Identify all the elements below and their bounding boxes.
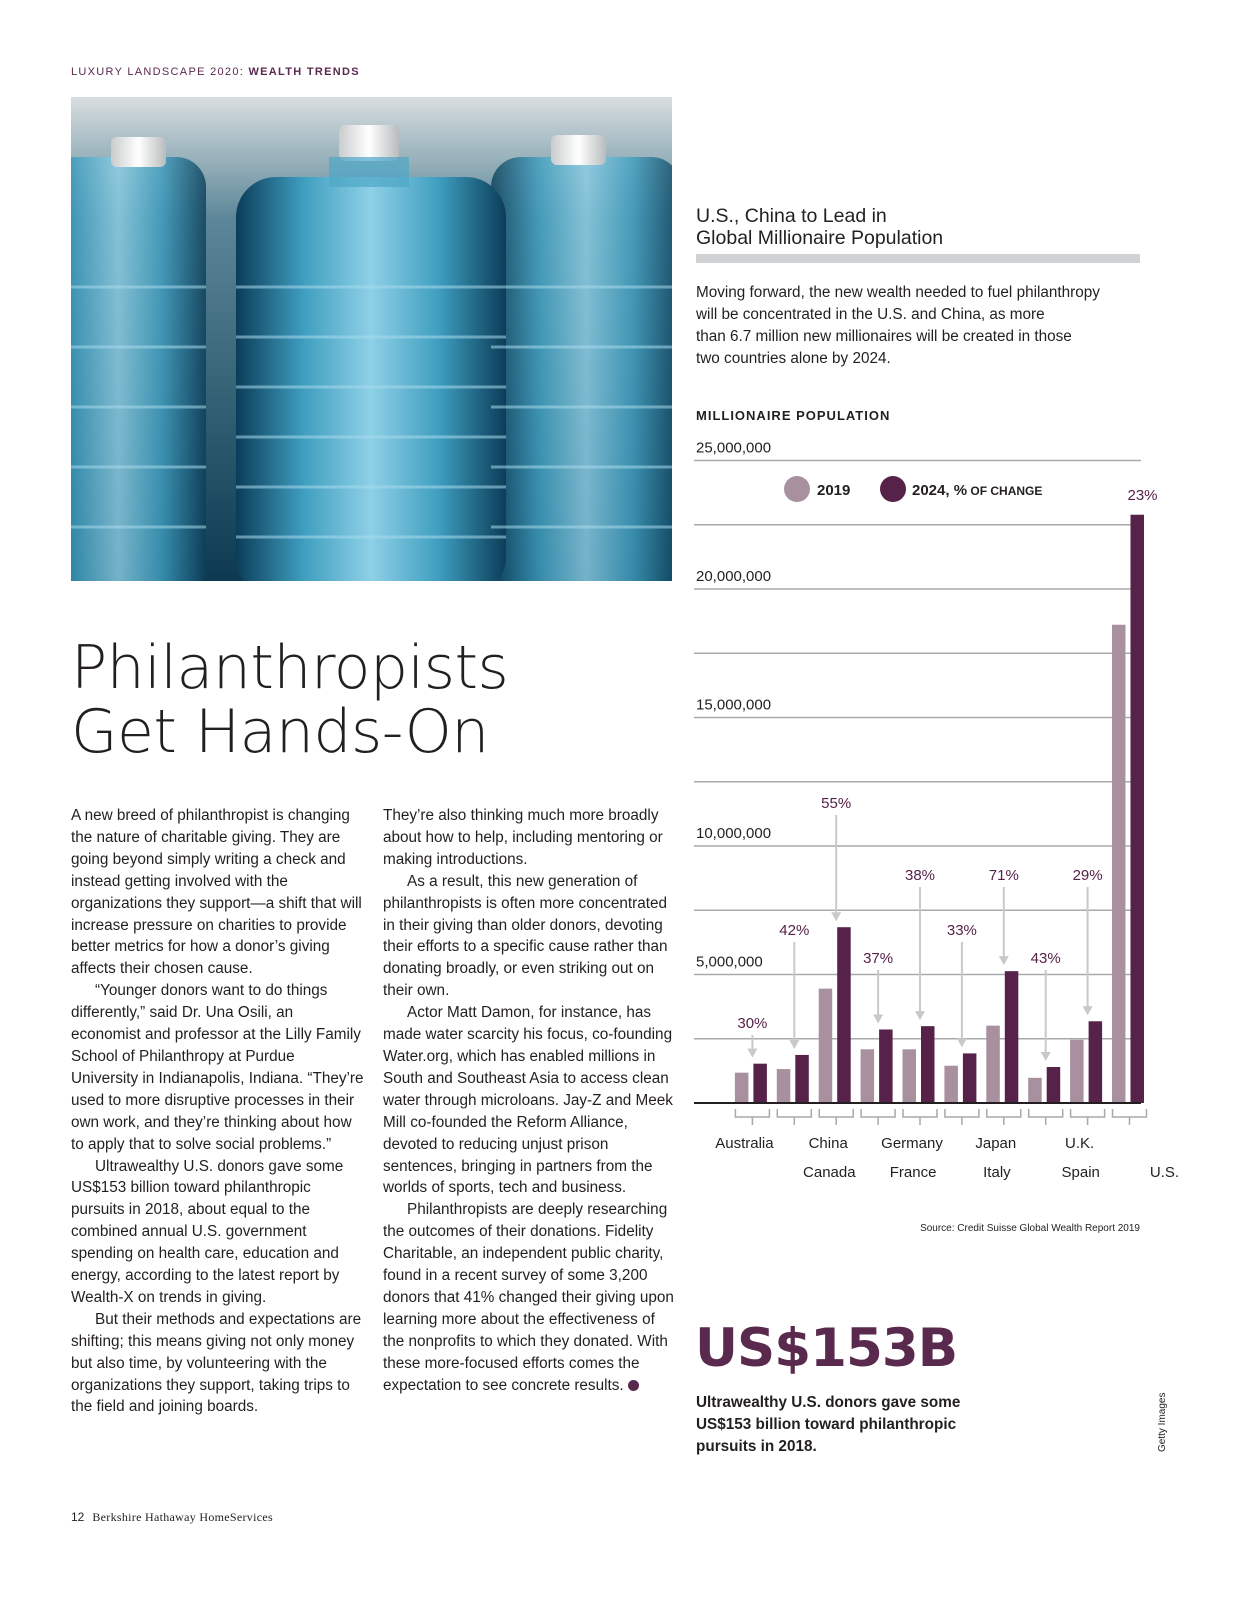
arrow-head-icon-8 — [1083, 1006, 1093, 1015]
bar-2024-1 — [795, 1055, 809, 1103]
sidebar-title-line-1: U.S., China to Lead in — [696, 205, 887, 227]
category-bracket-6 — [987, 1109, 1021, 1125]
xtick-label-3: France — [889, 1164, 937, 1181]
bar-2019-4 — [903, 1049, 917, 1103]
footer-brand: Berkshire Hathaway HomeServices — [92, 1510, 273, 1524]
category-bracket-3 — [861, 1109, 895, 1125]
col1-paragraph-4: But their methods and expectations are shifting; this means giving not only money but also time, by volunteering with the organizations they support, taking trips to the field and joining boards. — [71, 1310, 362, 1416]
big-stat: US$153B — [695, 1318, 958, 1379]
bar-2019-9 — [1112, 625, 1126, 1103]
sidebar-title-line-2: Global Millionaire Population — [696, 227, 944, 249]
col1-paragraph-2: “Younger donors want to do things differently,” said Dr. Una Osili, an economist and professor at the Lilly Family School of Philanthropy at Purdue University in Indianapolis, Indiana. “They’re used to more disruptive processes in their own work, and they’re thinking about how to apply that to solve social problems.” — [71, 982, 364, 1153]
ytick-label-1: 5,000,000 — [696, 953, 763, 971]
bar-2024-5 — [963, 1053, 977, 1103]
bar-2019-2 — [819, 989, 833, 1103]
stat-note-line-2: US$153 billion toward philanthropic — [696, 1416, 957, 1433]
category-bracket-2 — [819, 1109, 853, 1125]
col2-paragraph-3: Actor Matt Damon, for instance, has made water scarcity his focus, co-founding Water.org, which has enabled millions in South and Southeast Asia to access clean water through microloans. Jay-Z and Meek Mill co-founded the Reform Alliance, devoted to reducing unjust prison sentences, bringing in partners from the worlds of sports, tech and business. — [383, 1004, 673, 1197]
change-label-0: 30% — [737, 1015, 768, 1032]
arrow-head-icon-6 — [999, 956, 1009, 965]
chart-source: Source: Credit Suisse Global Wealth Report 2019 — [920, 1223, 1140, 1234]
ytick-label-5: 25,000,000 — [696, 439, 772, 457]
category-bracket-8 — [1071, 1109, 1105, 1125]
bar-2024-9 — [1131, 515, 1145, 1103]
bar-2024-2 — [837, 927, 851, 1103]
bar-2019-8 — [1070, 1040, 1084, 1103]
xtick-label-4: Germany — [881, 1135, 943, 1152]
change-label-7: 43% — [1030, 950, 1061, 967]
col2-paragraph-1: They’re also thinking much more broadly about how to help, including mentoring or making introductions. — [383, 807, 663, 868]
bar-2024-6 — [1005, 971, 1019, 1103]
category-bracket-4 — [903, 1109, 937, 1125]
legend-2019-label: 2019 — [817, 482, 851, 499]
bar-2024-3 — [879, 1029, 893, 1103]
kicker-bold: WEALTH TRENDS — [248, 66, 360, 78]
xtick-label-2: China — [808, 1135, 848, 1152]
arrow-head-icon-5 — [957, 1038, 967, 1047]
change-label-1: 42% — [779, 922, 810, 939]
change-label-2: 55% — [821, 795, 852, 812]
category-bracket-5 — [945, 1109, 979, 1125]
legend-2024-dot-icon — [880, 476, 906, 502]
xtick-label-9: U.S. — [1149, 1164, 1180, 1181]
col2-paragraph-2: As a result, this new generation of philanthropists is often more concentrated in their giving than older donors, devoting their efforts to a specific cause rather than donating broadly, or even striking out on their own. — [383, 872, 668, 1000]
xtick-label-7: Spain — [1061, 1164, 1100, 1181]
bar-2019-3 — [861, 1049, 875, 1103]
stat-note-line-3: pursuits in 2018. — [696, 1438, 817, 1455]
change-label-5: 33% — [946, 922, 977, 939]
sidebar-intro-line-3: than 6.7 million new millionaires will be created in those — [696, 328, 1072, 345]
chart-title: MILLIONAIRE POPULATION — [696, 408, 891, 423]
xtick-label-6: Japan — [975, 1135, 1017, 1152]
photo-credit: Getty Images — [1157, 1392, 1168, 1452]
xtick-label-5: Italy — [983, 1164, 1011, 1181]
category-bracket-1 — [777, 1109, 811, 1125]
sidebar-intro-line-1: Moving forward, the new wealth needed to fuel philanthropy — [696, 284, 1100, 301]
col1-paragraph-3: Ultrawealthy U.S. donors gave some US$153 billion toward philanthropic pursuits in 2018, about equal to the combined annual U.S. government spending on health care, education and energy, according to the latest report by Wealth-X on trends in giving. — [71, 1157, 344, 1306]
legend-2024-label: 2024, % OF CHANGE — [912, 482, 1043, 499]
ytick-label-2: 10,000,000 — [696, 825, 772, 842]
legend-2019-dot-icon — [784, 476, 810, 502]
bar-2019-5 — [944, 1066, 958, 1103]
xtick-label-1: Canada — [803, 1164, 856, 1181]
bar-2024-8 — [1089, 1021, 1103, 1103]
page-footer — [71, 1510, 273, 1525]
sidebar-intro-line-4: two countries alone by 2024. — [696, 350, 891, 367]
category-bracket-9 — [1113, 1109, 1147, 1125]
change-label-4: 38% — [904, 867, 936, 884]
bar-2024-0 — [753, 1064, 767, 1103]
stat-note-line-1: Ultrawealthy U.S. donors gave some — [696, 1394, 961, 1411]
kicker-regular: LUXURY LANDSCAPE 2020: — [71, 66, 245, 78]
change-label-9: 23% — [1127, 487, 1158, 504]
arrow-head-icon-4 — [915, 1011, 925, 1020]
change-label-3: 37% — [863, 950, 894, 967]
arrow-head-icon-3 — [873, 1014, 883, 1023]
bar-2019-1 — [777, 1069, 791, 1103]
arrow-head-icon-0 — [747, 1049, 757, 1058]
arrow-head-icon-1 — [789, 1040, 799, 1049]
page-number: 12 — [71, 1510, 85, 1524]
change-label-6: 71% — [988, 867, 1019, 884]
bar-2019-0 — [735, 1073, 749, 1103]
arrow-head-icon-7 — [1041, 1052, 1051, 1061]
col1-paragraph-1: A new breed of philanthropist is changing the nature of charitable giving. They are going beyond simply writing a check and instead getting involved with the organizations they support—a shift that will increase pressure on charities to provide better metrics for how a donor’s giving affects their chosen cause. — [71, 807, 362, 978]
bar-2019-7 — [1028, 1078, 1042, 1103]
sidebar-intro-line-2: will be concentrated in the U.S. and China, as more — [696, 306, 1045, 323]
category-bracket-0 — [735, 1109, 769, 1125]
headline-line-1: Philanthropists — [71, 633, 509, 703]
arrow-head-icon-2 — [831, 912, 841, 921]
ytick-label-4: 20,000,000 — [696, 568, 772, 585]
category-bracket-7 — [1029, 1109, 1063, 1125]
bar-2024-7 — [1047, 1067, 1061, 1103]
xtick-label-8: U.K. — [1065, 1135, 1095, 1152]
headline-line-2: Get Hands-On — [71, 697, 489, 767]
bar-2024-4 — [921, 1026, 935, 1103]
bar-2019-6 — [986, 1026, 1000, 1103]
stat-note — [696, 1392, 960, 1458]
xtick-label-0: Australia — [715, 1135, 774, 1152]
change-label-8: 29% — [1072, 867, 1103, 884]
ytick-label-3: 15,000,000 — [696, 696, 772, 714]
col2-paragraph-4-text: Philanthropists are deeply researching the outcomes of their donations. Fidelity Charitable, an independent public charity, found in a recent survey of some 3,200 donors that 41% changed their giving upon learning more about the effectiveness of the nonprofits to which they donated. With these more-focused efforts comes the expectation to see concrete results. — [383, 1201, 674, 1394]
